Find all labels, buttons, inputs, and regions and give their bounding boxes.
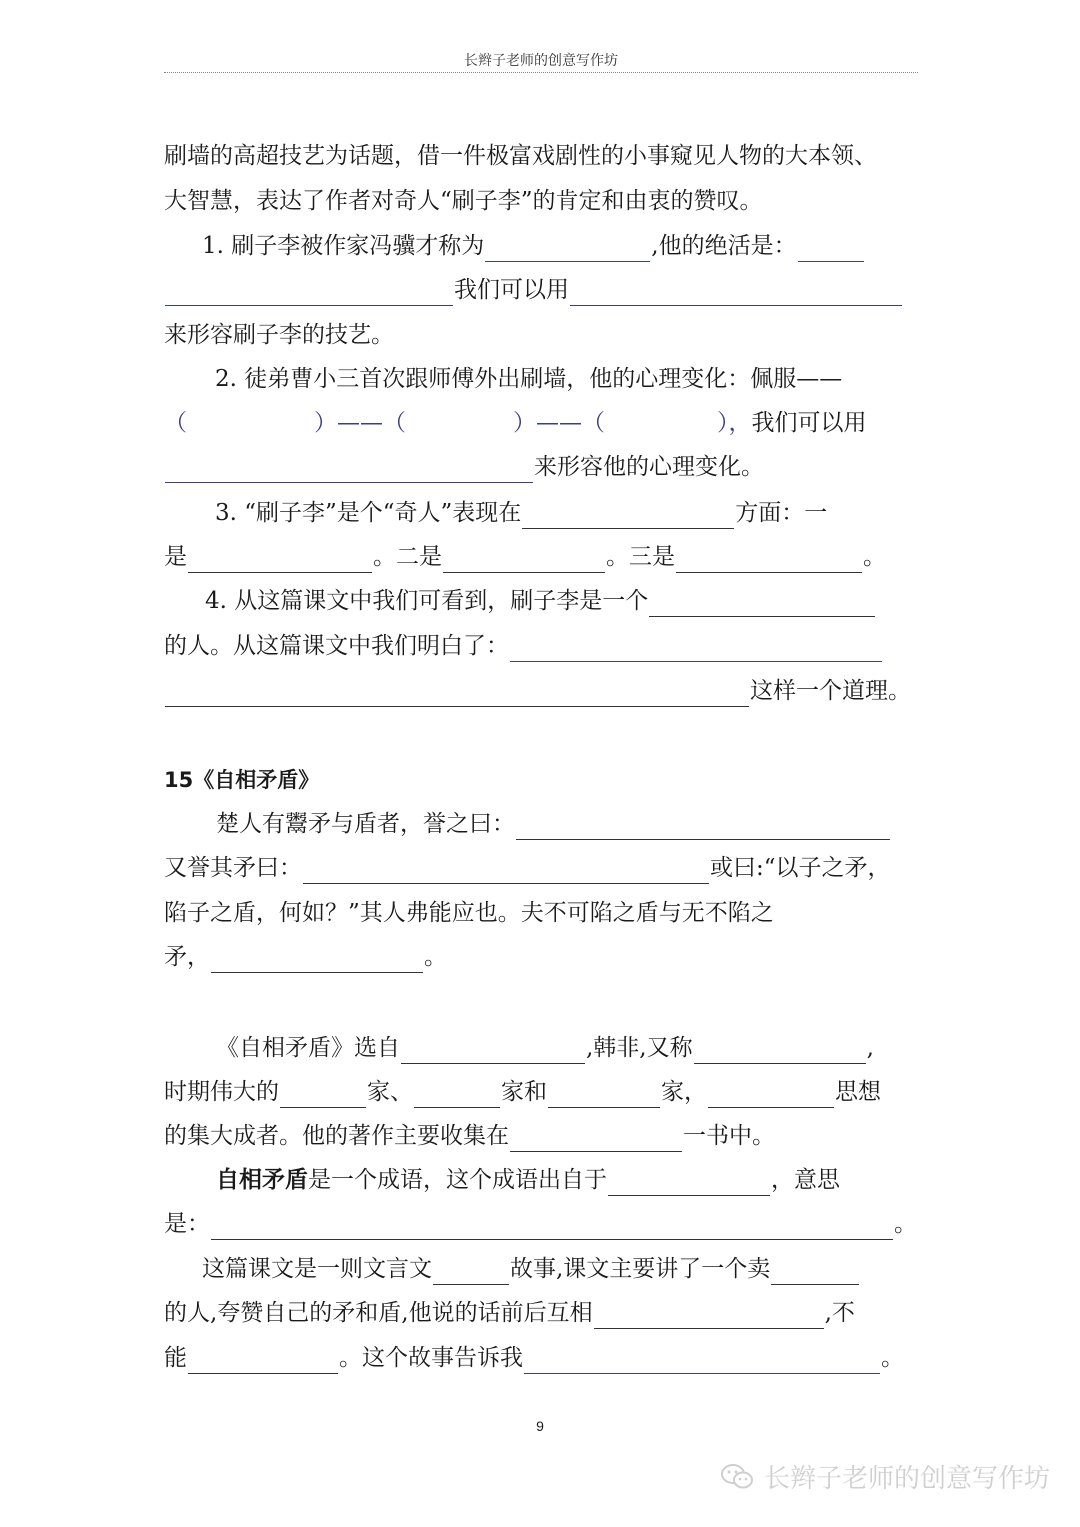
q3-blank-one[interactable] bbox=[188, 546, 372, 573]
q1-line-3: 来形容刷子李的技艺。 bbox=[164, 322, 394, 348]
s15-line-2: 又誉其矛曰： 或曰:“以子之矛， bbox=[164, 852, 891, 884]
fill-line-5: 是： 。 bbox=[164, 1208, 917, 1240]
fill-blank-contradict[interactable] bbox=[594, 1302, 824, 1329]
q2-line-1: 2. 徒弟曹小三首次跟师傅外出刷墙，他的心理变化：佩服—— bbox=[215, 366, 843, 392]
q2-line-2: （ ）——（ ）——（ ），我们可以用 bbox=[164, 410, 867, 436]
q2-blank-idiom[interactable] bbox=[165, 456, 533, 483]
fill-line-4: 自相矛盾是一个成语，这个成语出自于 ，意思 bbox=[216, 1164, 840, 1196]
q1-line-1: 1. 刷子李被作家冯骥才称为 ,他的绝活是： bbox=[202, 230, 865, 262]
fill-blank-source[interactable] bbox=[401, 1037, 585, 1064]
s15-blank-spear[interactable] bbox=[303, 857, 709, 884]
q4-line-3: 这样一个道理。 bbox=[164, 675, 911, 707]
watermark-text: 长辫子老师的创意写作坊 bbox=[763, 1464, 1050, 1494]
q3-blank-two[interactable] bbox=[443, 546, 605, 573]
fill-blank-role-3[interactable] bbox=[548, 1081, 660, 1108]
fill-line-6: 这篇课文是一则文言文 故事,课文主要讲了一个卖 bbox=[202, 1253, 860, 1285]
section-15-title: 15《自相矛盾》 bbox=[164, 768, 320, 792]
s15-line-4: 矛， 。 bbox=[164, 941, 447, 973]
q1-blank-title[interactable] bbox=[485, 235, 650, 262]
fill-line-2: 时期伟大的 家、 家和 家， 思想 bbox=[164, 1076, 881, 1108]
q3-blank-aspects[interactable] bbox=[522, 502, 734, 529]
q1-line-2: 我们可以用 bbox=[164, 274, 903, 306]
intro-line-1: 刷墙的高超技艺为话题，借一件极富戏剧性的小事窥见人物的大本领、 bbox=[164, 143, 877, 169]
s15-blank-end[interactable] bbox=[211, 946, 423, 973]
fill-line-7: 的人,夸赞自己的矛和盾,他说的话前后互相 ,不 bbox=[164, 1297, 855, 1329]
s15-line-1: 楚人有鬻矛与盾者，誉之曰： bbox=[216, 808, 891, 840]
fill-blank-book[interactable] bbox=[510, 1125, 682, 1152]
header-divider bbox=[164, 72, 918, 73]
fill-line-1: 《自相矛盾》选自 ,韩非,又称 , bbox=[216, 1032, 874, 1064]
fill-blank-school[interactable] bbox=[708, 1081, 834, 1108]
wechat-icon bbox=[720, 1463, 754, 1491]
page-header: 长辫子老师的创意写作坊 bbox=[464, 53, 618, 69]
q3-line-1: 3. “刷子李”是个“奇人”表现在 方面：一 bbox=[215, 497, 827, 529]
watermark bbox=[720, 1458, 1050, 1495]
q1-blank-skill[interactable] bbox=[165, 279, 453, 306]
fill-line-8: 能 。这个故事告诉我 。 bbox=[164, 1342, 904, 1374]
fill-line-3: 的集大成者。他的著作主要收集在 一书中。 bbox=[164, 1120, 775, 1152]
q3-blank-three[interactable] bbox=[676, 546, 862, 573]
fill-blank-genre[interactable] bbox=[433, 1258, 509, 1285]
fill-blank-role-1[interactable] bbox=[280, 1081, 366, 1108]
fill-blank-role-2[interactable] bbox=[414, 1081, 500, 1108]
s15-blank-shield[interactable] bbox=[516, 813, 890, 840]
fill-blank-alias[interactable] bbox=[694, 1037, 866, 1064]
page-number: 9 bbox=[536, 1418, 544, 1434]
q1-blank-skill-start[interactable] bbox=[798, 235, 864, 262]
s15-line-3: 陷子之盾，何如？”其人弗能应也。夫不可陷之盾与无不陷之 bbox=[164, 900, 774, 926]
q4-line-2: 的人。从这篇课文中我们明白了： bbox=[164, 630, 883, 662]
fill-blank-seller[interactable] bbox=[771, 1258, 859, 1285]
q2-line-3: 来形容他的心理变化。 bbox=[164, 451, 764, 483]
intro-line-2: 大智慧，表达了作者对奇人“刷子李”的肯定和由衷的赞叹。 bbox=[164, 188, 763, 214]
q4-blank-lesson[interactable] bbox=[165, 680, 749, 707]
q4-blank-person[interactable] bbox=[649, 590, 875, 617]
q4-line-1: 4. 从这篇课文中我们可看到，刷子李是一个 bbox=[205, 585, 876, 617]
q4-blank-lesson-start[interactable] bbox=[510, 635, 882, 662]
q1-blank-idiom[interactable] bbox=[570, 279, 902, 306]
q3-line-2: 是 。二是 。三是 。 bbox=[164, 541, 886, 573]
fill-blank-origin[interactable] bbox=[608, 1169, 770, 1196]
fill-blank-cannot[interactable] bbox=[188, 1347, 338, 1374]
fill-blank-meaning[interactable] bbox=[211, 1213, 893, 1240]
fill-blank-moral[interactable] bbox=[524, 1347, 880, 1374]
